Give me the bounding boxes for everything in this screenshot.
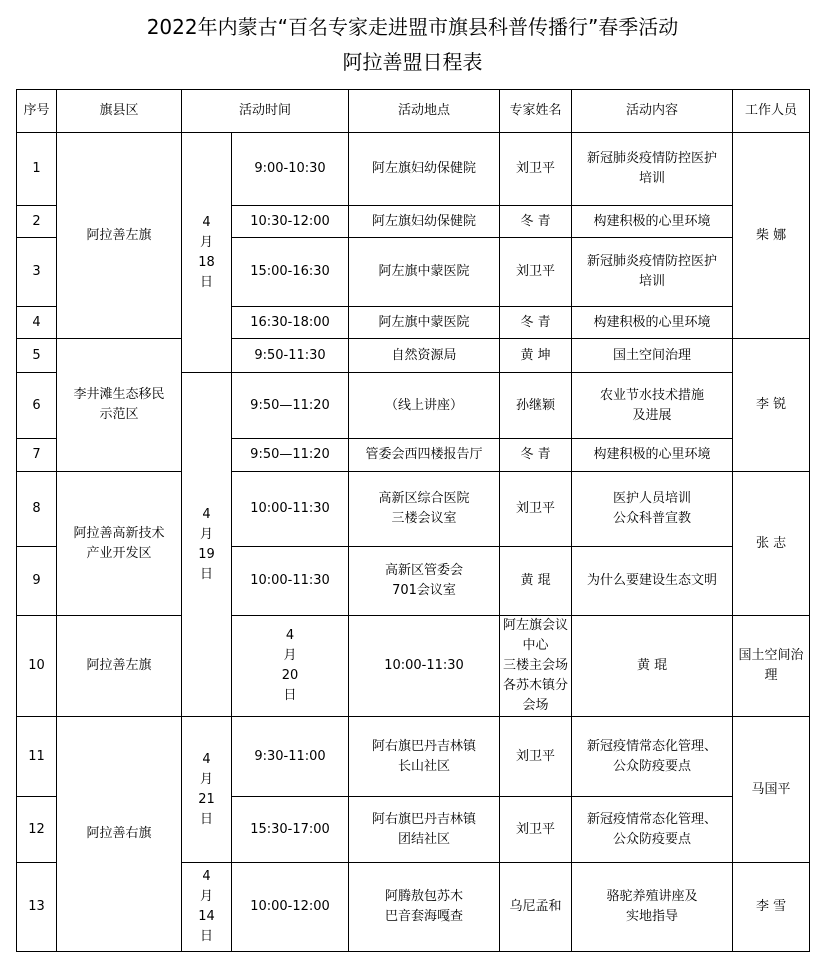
county-name: 阿拉善左旗 xyxy=(86,658,152,673)
row-content: 医护人员培训 公众科普宣教 xyxy=(572,472,733,547)
header-expert: 专家姓名 xyxy=(500,90,572,133)
county-cell xyxy=(57,133,182,339)
staff-cell: 柴 娜 xyxy=(733,133,810,339)
row-expert: 刘卫平 xyxy=(500,238,572,307)
row-expert: 刘卫平 xyxy=(500,717,572,797)
row-no: 11 xyxy=(17,717,57,797)
row-no: 5 xyxy=(17,339,57,373)
row-time: 9:50—11:20 xyxy=(232,439,349,472)
row-content: 构建积极的心里环境 xyxy=(572,307,733,339)
header-time: 活动时间 xyxy=(182,90,349,133)
row-expert: 刘卫平 xyxy=(500,133,572,206)
row-time: 9:50—11:20 xyxy=(232,373,349,439)
row-place: 阿右旗巴丹吉林镇 团结社区 xyxy=(349,797,500,863)
date-label: 4 月 18 日 xyxy=(198,214,215,290)
row-content: 骆驼养殖讲座及 实地指导 xyxy=(572,863,733,952)
row-time: 10:00-11:30 xyxy=(232,472,349,547)
row-place: 阿左旗中蒙医院 xyxy=(349,307,500,339)
date-cell xyxy=(182,863,232,952)
row-content: 农业节水技术措施 及进展 xyxy=(572,373,733,439)
row-expert: 刘卫平 xyxy=(500,472,572,547)
staff-cell: 张 志 xyxy=(733,472,810,616)
county-cell xyxy=(57,339,182,472)
row-no: 3 xyxy=(17,238,57,307)
row-time: 10:00-11:30 xyxy=(349,616,500,717)
row-expert: 乌尼孟和 xyxy=(500,863,572,952)
row-content: 新冠肺炎疫情防控医护 培训 xyxy=(572,133,733,206)
row-place: 阿左旗妇幼保健院 xyxy=(349,133,500,206)
page-title: 2022年内蒙古“百名专家走进盟市旗县科普传播行”春季活动 xyxy=(146,15,679,39)
county-name: 阿拉善左旗 xyxy=(86,227,152,243)
row-time: 10:30-12:00 xyxy=(232,206,349,238)
row-content: 新冠疫情常态化管理、 公众防疫要点 xyxy=(572,797,733,863)
row-time: 10:00-11:30 xyxy=(232,547,349,616)
row-place: 阿左旗会议中心 三楼主会场 各苏木镇分会场 xyxy=(500,616,572,717)
row-expert: 黄 琨 xyxy=(572,616,733,717)
row-no: 4 xyxy=(17,307,57,339)
row-place: 阿左旗中蒙医院 xyxy=(349,238,500,307)
county-cell xyxy=(57,717,182,952)
staff-cell: 李 锐 xyxy=(733,339,810,472)
row-content: 构建积极的心里环境 xyxy=(572,206,733,238)
header-no: 序号 xyxy=(17,90,57,133)
date-label: 4 月 20 日 xyxy=(281,628,299,703)
row-place: 阿右旗巴丹吉林镇 长山社区 xyxy=(349,717,500,797)
row-content: 为什么要建设生态文明 xyxy=(572,547,733,616)
date-label: 4 月 19 日 xyxy=(198,506,215,582)
row-place: 高新区管委会 701会议室 xyxy=(349,547,500,616)
county-cell xyxy=(57,616,182,717)
row-expert: 冬 青 xyxy=(500,439,572,472)
county-name: 阿拉善高新技术 产业开发区 xyxy=(73,525,165,561)
header-county: 旗县区 xyxy=(57,90,182,133)
row-place: 阿左旗妇幼保健院 xyxy=(349,206,500,238)
row-place: 高新区综合医院 三楼会议室 xyxy=(349,472,500,547)
schedule-table xyxy=(16,89,810,952)
row-time: 15:00-16:30 xyxy=(232,238,349,307)
staff-cell: 马国平 xyxy=(733,717,810,863)
row-place: （线上讲座） xyxy=(349,373,500,439)
header-content: 活动内容 xyxy=(572,90,733,133)
row-content: 新冠肺炎疫情防控医护 培训 xyxy=(572,238,733,307)
row-place: 管委会西四楼报告厅 xyxy=(349,439,500,472)
row-expert: 冬 青 xyxy=(500,206,572,238)
date-cell xyxy=(182,373,232,717)
county-name: 阿拉善右旗 xyxy=(86,826,152,841)
row-time: 16:30-18:00 xyxy=(232,307,349,339)
page-subtitle: 阿拉善盟日程表 xyxy=(342,50,483,74)
row-time: 10:00-12:00 xyxy=(232,863,349,952)
date-cell xyxy=(182,717,232,863)
row-no: 6 xyxy=(17,373,57,439)
date-label: 4 月 14 日 xyxy=(198,869,215,944)
row-no: 10 xyxy=(17,616,57,717)
row-expert: 黄 坤 xyxy=(500,339,572,373)
date-cell xyxy=(232,616,349,717)
row-content: 国土空间治理 xyxy=(572,339,733,373)
county-cell xyxy=(57,472,182,616)
row-content: 构建积极的心里环境 xyxy=(572,439,733,472)
row-time: 15:30-17:00 xyxy=(232,797,349,863)
row-place: 自然资源局 xyxy=(349,339,500,373)
row-time: 9:50-11:30 xyxy=(232,339,349,373)
row-no: 9 xyxy=(17,547,57,616)
table-row xyxy=(17,717,810,797)
row-expert: 刘卫平 xyxy=(500,797,572,863)
table-row xyxy=(17,133,810,206)
header-staff: 工作人员 xyxy=(733,90,810,133)
row-expert: 冬 青 xyxy=(500,307,572,339)
county-name: 李井滩生态移民 示范区 xyxy=(73,387,165,422)
date-label: 4 月 21 日 xyxy=(198,751,215,827)
row-content: 国土空间治理 xyxy=(733,616,810,717)
row-time: 9:00-10:30 xyxy=(232,133,349,206)
table-row xyxy=(17,472,810,547)
row-no: 1 xyxy=(17,133,57,206)
row-no: 12 xyxy=(17,797,57,863)
row-time: 9:30-11:00 xyxy=(232,717,349,797)
table-row xyxy=(17,339,810,373)
row-place: 阿腾敖包苏木 巴音套海嘎查 xyxy=(349,863,500,952)
row-no: 13 xyxy=(17,863,57,952)
staff-cell: 李 雪 xyxy=(733,863,810,952)
header-place: 活动地点 xyxy=(349,90,500,133)
row-no: 8 xyxy=(17,472,57,547)
row-expert: 黄 琨 xyxy=(500,547,572,616)
date-cell xyxy=(182,133,232,373)
row-no: 7 xyxy=(17,439,57,472)
table-header-row xyxy=(17,90,810,133)
row-no: 2 xyxy=(17,206,57,238)
row-content: 新冠疫情常态化管理、 公众防疫要点 xyxy=(572,717,733,797)
row-expert: 孙继颖 xyxy=(500,373,572,439)
table-row xyxy=(17,616,810,717)
